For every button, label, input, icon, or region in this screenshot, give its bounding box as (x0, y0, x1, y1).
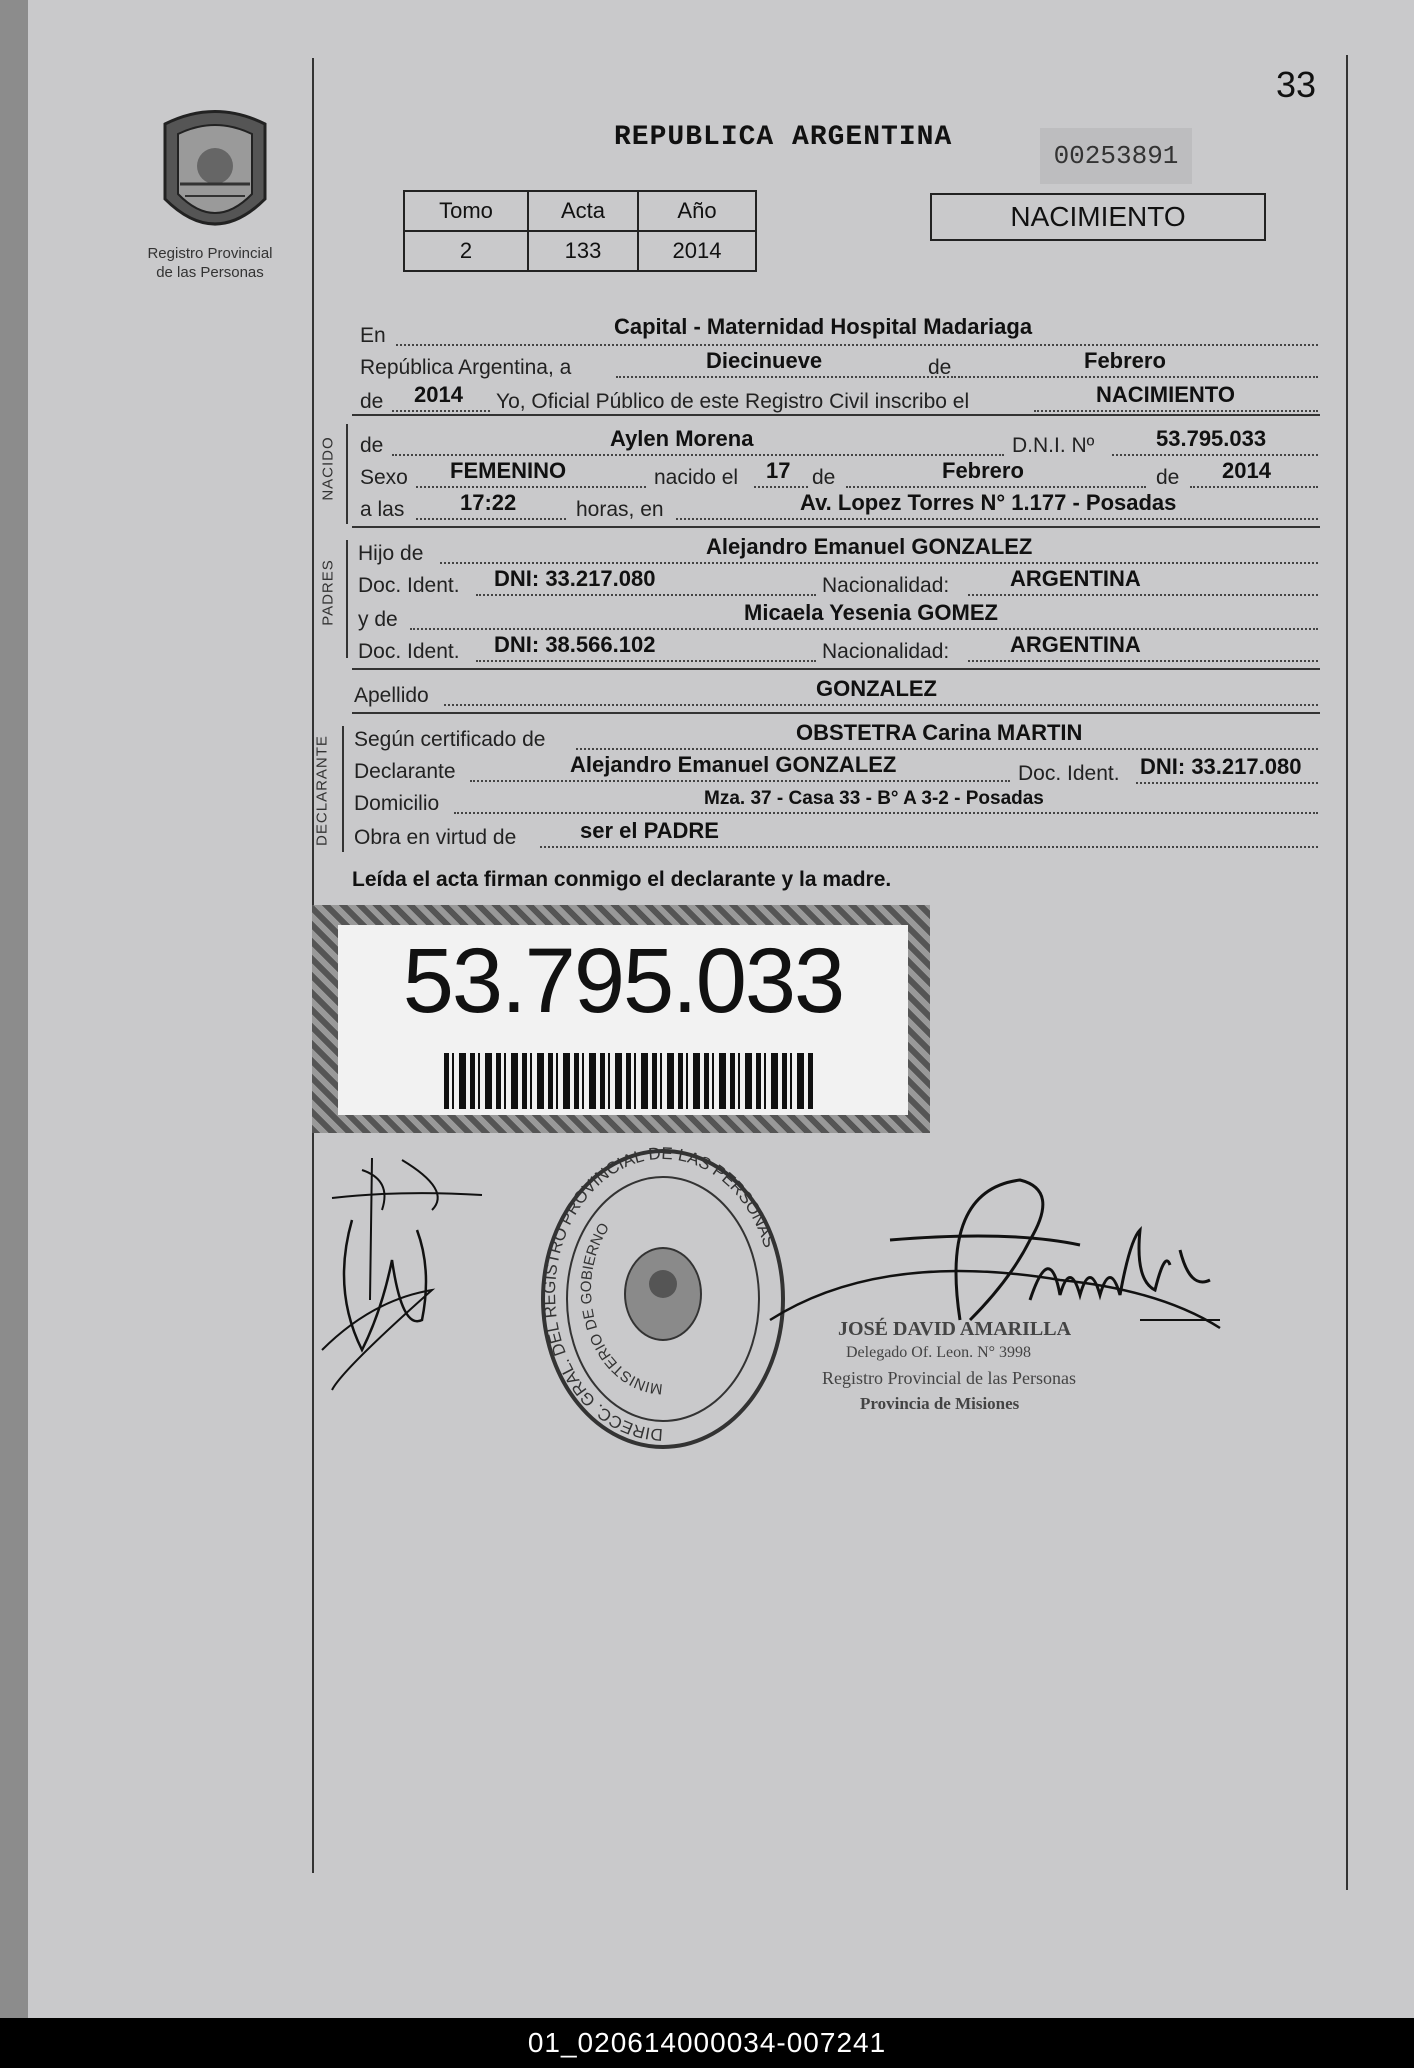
hijo-de-label: Hijo de (358, 542, 424, 565)
country-title: REPUBLICA ARGENTINA (614, 122, 953, 153)
section-rule (352, 712, 1320, 714)
sexo-value: FEMENINO (450, 458, 567, 483)
registry-table-value-row (404, 231, 756, 271)
declarante-bracket (342, 726, 344, 852)
birth-address-value: Av. Lopez Torres N° 1.177 - Posadas (800, 490, 1177, 515)
dotted-line (476, 660, 816, 662)
horas-label: horas, en (576, 498, 664, 521)
dni-card (312, 905, 930, 1133)
dotted-line (416, 518, 566, 520)
dni-card-inner (338, 925, 908, 1115)
declarante-doc-value: DNI: 33.217.080 (1140, 754, 1302, 779)
year-value: 2014 (414, 382, 463, 407)
mother-name-value: Micaela Yesenia GOMEZ (744, 600, 998, 625)
mother-doc-label: Doc. Ident. (358, 640, 460, 663)
seal-inner-text: MINISTERIO DE GOBIERNO (577, 1219, 664, 1398)
section-rule (352, 526, 1320, 528)
apellido-value: GONZALEZ (816, 676, 937, 701)
time-value: 17:22 (460, 490, 517, 515)
registry-table (403, 190, 757, 272)
father-nationality-value: ARGENTINA (1010, 566, 1141, 591)
de-label: de (928, 356, 952, 379)
father-nationality-label: Nacionalidad: (822, 574, 950, 597)
province-coat-of-arms-icon (150, 104, 280, 244)
dotted-line (1034, 410, 1318, 412)
footer-code: 01_020614000034-007241 (0, 2018, 1414, 2068)
official-text: Yo, Oficial Público de este Registro Civil inscribo el (496, 390, 970, 413)
header-acta: Acta (528, 191, 638, 231)
official-title: Delegado Of. Leon. N° 3998 (846, 1344, 1032, 1361)
dni-label: D.N.I. Nº (1012, 434, 1095, 457)
dotted-line (846, 486, 1146, 488)
dotted-line (410, 628, 1318, 630)
declarante-doc-label: Doc. Ident. (1018, 762, 1120, 785)
dotted-line (454, 812, 1318, 814)
dotted-line (540, 846, 1318, 848)
day-value: Diecinueve (706, 348, 823, 373)
padres-bracket (346, 540, 348, 658)
certificado-label: Según certificado de (354, 728, 546, 751)
domicilio-label: Domicilio (354, 792, 440, 815)
value-acta: 133 (528, 231, 638, 271)
dotted-line (616, 376, 956, 378)
official-province: Provincia de Misiones (860, 1394, 1020, 1413)
dotted-line (392, 454, 1004, 456)
dotted-line (958, 376, 1318, 378)
republica-label: República Argentina, a (360, 356, 572, 379)
obra-value: ser el PADRE (580, 818, 719, 843)
closing-text: Leída el acta firman conmigo el declarante y la madre. (352, 868, 892, 891)
domicilio-value: Mza. 37 - Casa 33 - B° A 3-2 - Posadas (704, 788, 1044, 809)
nacido-section-label: NACIDO (319, 436, 337, 501)
dotted-line (576, 748, 1318, 750)
logo-caption (130, 244, 290, 282)
official-registry: Registro Provincial de las Personas (822, 1368, 1076, 1388)
barcode-icon (444, 1053, 814, 1109)
nacido-bracket (346, 424, 348, 524)
nacido-el-label: nacido el (654, 466, 739, 489)
right-frame-line (1346, 55, 1348, 1890)
document-type-box: NACIMIENTO (930, 193, 1266, 241)
declarant-signature (312, 1150, 492, 1400)
section-rule (352, 414, 1320, 416)
nacido-de-label: de (360, 434, 384, 457)
obra-label: Obra en virtud de (354, 826, 517, 849)
dotted-line (676, 518, 1318, 520)
child-name-value: Aylen Morena (610, 426, 754, 451)
page-number: 33 (1276, 64, 1317, 105)
dni-card-number: 53.795.033 (402, 930, 844, 1032)
year-prefix-label: de (360, 390, 384, 413)
de-label-2: de (812, 466, 836, 489)
serial-number: 00253891 (1040, 128, 1192, 184)
official-seal (538, 1144, 788, 1454)
child-dni-value: 53.795.033 (1156, 426, 1267, 451)
de-label-3: de (1156, 466, 1180, 489)
dotted-line (392, 410, 490, 412)
dotted-line (1112, 454, 1318, 456)
official-name: JOSÉ DAVID AMARILLA (838, 1318, 1072, 1340)
dotted-line (1190, 486, 1318, 488)
mother-doc-value: DNI: 38.566.102 (494, 632, 656, 657)
father-doc-value: DNI: 33.217.080 (494, 566, 656, 591)
value-anio: 2014 (638, 231, 756, 271)
dotted-line (754, 486, 808, 488)
logo-caption-line2: de las Personas (156, 264, 264, 281)
certificado-value: OBSTETRA Carina MARTIN (796, 720, 1083, 745)
dotted-line (1136, 782, 1318, 784)
father-doc-label: Doc. Ident. (358, 574, 460, 597)
declarante-label: Declarante (354, 760, 456, 783)
birth-month-value: Febrero (942, 458, 1024, 483)
a-las-label: a las (360, 498, 405, 521)
padres-section-label: PADRES (319, 559, 337, 626)
dotted-line (444, 704, 1318, 706)
dotted-line (470, 780, 1010, 782)
mother-nationality-label: Nacionalidad: (822, 640, 950, 663)
dotted-line (476, 594, 816, 596)
dotted-line (416, 486, 646, 488)
seal-outer-text: DIRECC. GRAL. DEL REGISTRO PROVINCIAL DE LAS PERSONAS (539, 1144, 780, 1445)
inscribes-value: NACIMIENTO (1096, 382, 1235, 407)
apellido-label: Apellido (354, 684, 429, 707)
official-signature (760, 1170, 1230, 1350)
en-label: En (360, 324, 386, 347)
section-rule (352, 668, 1320, 670)
place-value: Capital - Maternidad Hospital Madariaga (614, 314, 1033, 339)
header-anio: Año (638, 191, 756, 231)
mother-nationality-value: ARGENTINA (1010, 632, 1141, 657)
dotted-line (396, 344, 1318, 346)
sexo-label: Sexo (360, 466, 408, 489)
month-value: Febrero (1084, 348, 1166, 373)
y-de-label: y de (358, 608, 398, 631)
declarante-section-label: DECLARANTE (313, 735, 331, 846)
logo-caption-line1: Registro Provincial (147, 245, 273, 262)
header-tomo: Tomo (404, 191, 528, 231)
value-tomo: 2 (404, 231, 528, 271)
declarante-value: Alejandro Emanuel GONZALEZ (570, 752, 897, 777)
dotted-line (968, 660, 1318, 662)
birth-day-value: 17 (766, 458, 791, 483)
birth-year-value: 2014 (1222, 458, 1271, 483)
registry-table-header-row (404, 191, 756, 231)
father-name-value: Alejandro Emanuel GONZALEZ (706, 534, 1033, 559)
dotted-line (440, 562, 1318, 564)
dotted-line (968, 594, 1318, 596)
